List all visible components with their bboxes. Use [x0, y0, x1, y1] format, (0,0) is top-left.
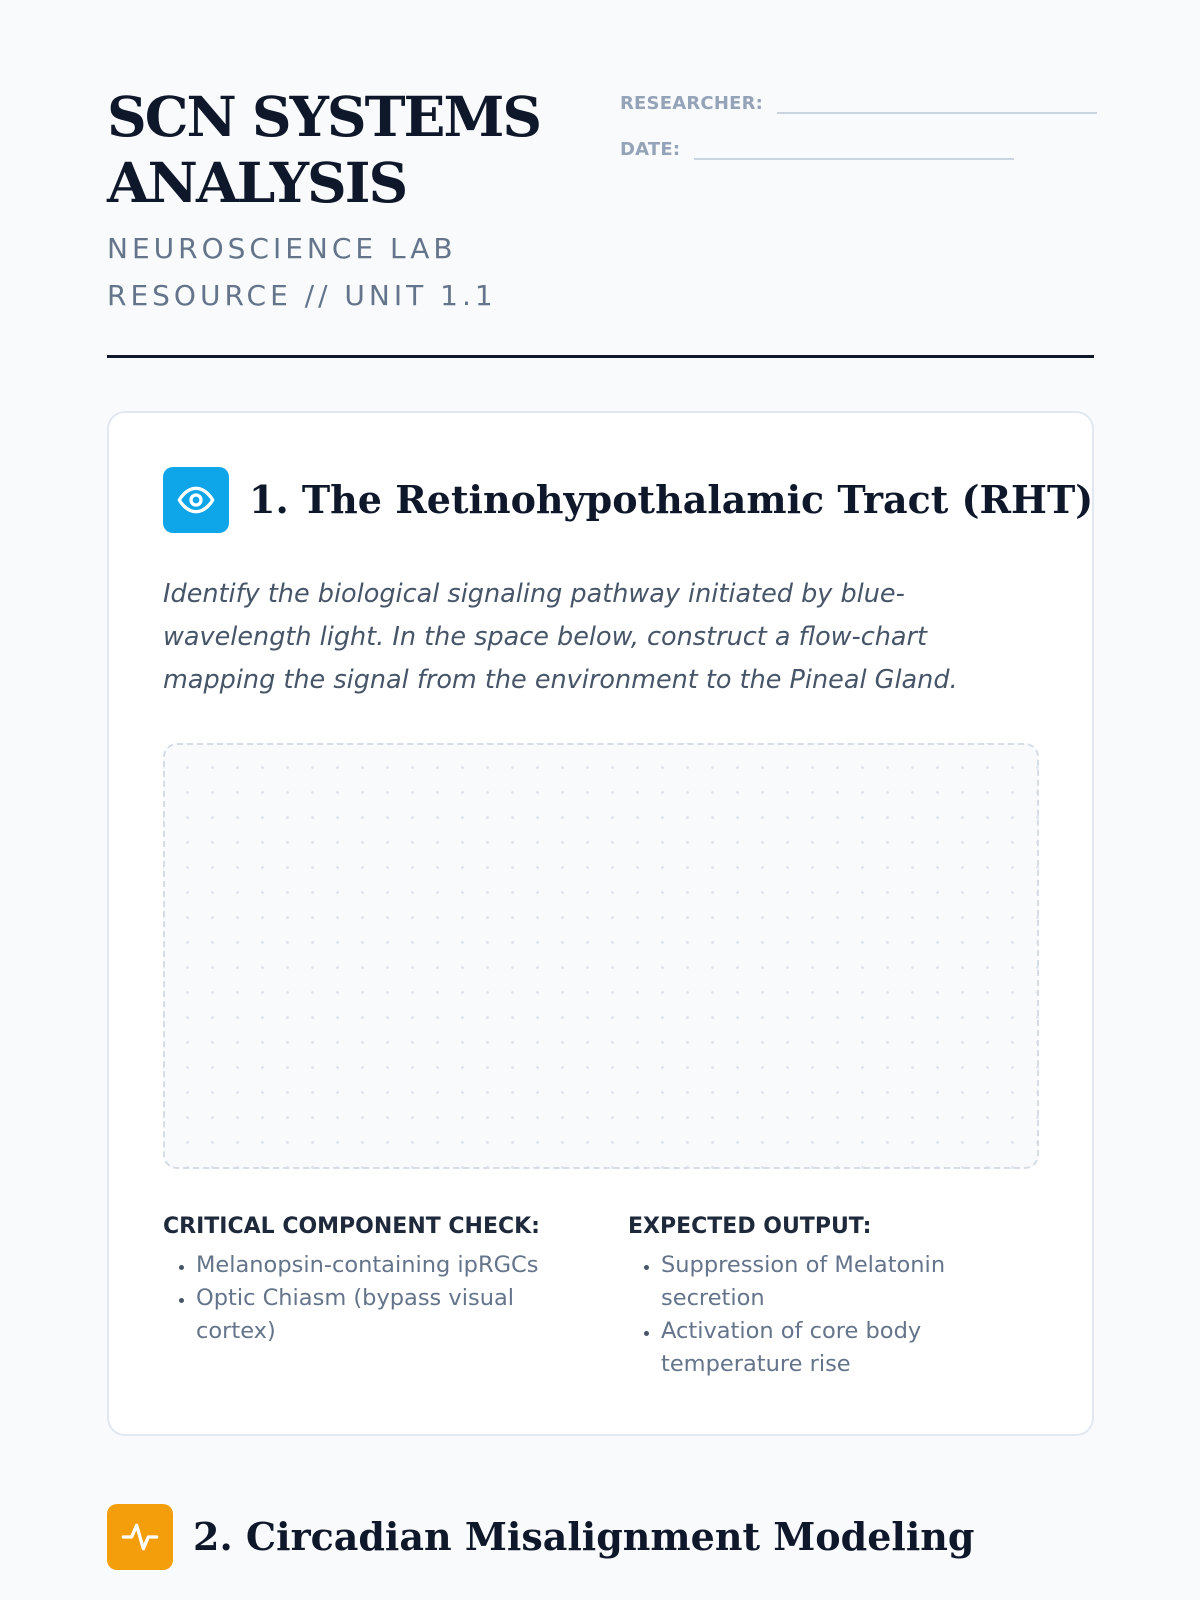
- section-2-title: 2. Circadian Misalignment Modeling: [193, 1514, 975, 1559]
- section-1-title: 1. The Retinohypothalamic Tract (RHT): [249, 477, 1094, 522]
- expected-output-list: [628, 1249, 958, 1381]
- section-1-card: [107, 411, 1094, 1436]
- list-item: • Activation of core body temperature rise: [661, 1315, 958, 1381]
- researcher-input-line[interactable]: [777, 88, 1097, 114]
- researcher-label: RESEARCHER:: [620, 93, 764, 114]
- critical-check-heading: CRITICAL COMPONENT CHECK:: [163, 1214, 540, 1239]
- list-item: • Optic Chiasm (bypass visual cortex): [196, 1282, 583, 1348]
- researcher-field[interactable]: [620, 88, 1097, 114]
- worksheet-header: [107, 84, 1094, 358]
- flowchart-drawing-area[interactable]: [163, 743, 1039, 1169]
- critical-check-list: [163, 1249, 583, 1348]
- date-input-line[interactable]: [694, 134, 1014, 160]
- expected-output: [628, 1213, 958, 1381]
- date-field[interactable]: [620, 134, 1014, 160]
- eye-icon: [163, 467, 229, 533]
- page-subtitle: NEUROSCIENCE LAB RESOURCE // UNIT 1.1: [107, 232, 497, 312]
- pulse-icon: [107, 1504, 173, 1570]
- critical-component-check: [163, 1213, 583, 1348]
- expected-output-heading: EXPECTED OUTPUT:: [628, 1214, 872, 1239]
- date-label: DATE:: [620, 139, 681, 160]
- list-item: • Melanopsin-containing ipRGCs: [196, 1249, 583, 1282]
- section-1-instructions: Identify the biological signaling pathway initiated by blue-wavelength light. In the space below, construct a flow-chart mapping the signal from the environment to the Pineal Gland.: [163, 579, 958, 695]
- page-title: SCN SYSTEMS ANALYSIS: [107, 84, 541, 215]
- list-item: • Suppression of Melatonin secretion: [661, 1249, 958, 1315]
